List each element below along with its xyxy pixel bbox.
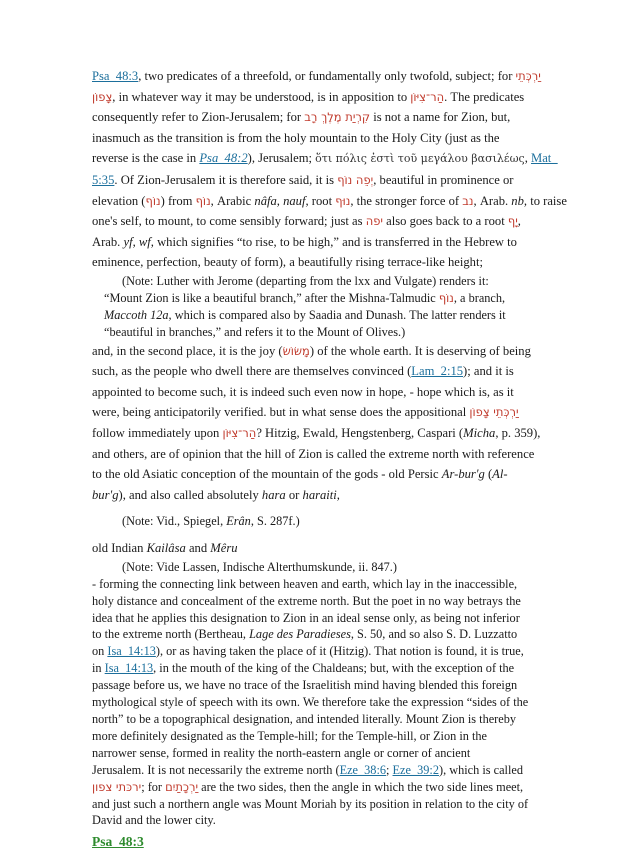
text: bur'g bbox=[92, 487, 119, 502]
paragraph-indian bbox=[92, 538, 546, 559]
text: one's self, to mount, to come sensibly forward; just as bbox=[92, 214, 363, 229]
text: from bbox=[167, 193, 193, 208]
hebrew-word: הַר־צִיּוֹן bbox=[410, 89, 445, 104]
text: , the stronger force of bbox=[350, 193, 460, 208]
text: (Note: Vide Lassen, Indische Alterthumskunde, ii. 847.) bbox=[122, 559, 397, 574]
text: to the extreme north (Bertheau, bbox=[92, 627, 246, 642]
note-spiegel bbox=[92, 513, 546, 530]
text: , beautiful in prominence or bbox=[373, 172, 514, 187]
hebrew-word: יָף bbox=[507, 214, 518, 229]
paragraph-main: Psa_48:3, two predicates of a threefold, or fundamentally only twofold, subject; for יַרְכְּתֵי צָפוֹן, in whatever way it may be understood, is in apposition to הַר־צִיּוֹן. The predicates consequently refer to Zion-Jerusalem; for קִרְיַת מֶלֶךְ רָב is not a name for Zion, but, inasmuch as the transition is from the holy mountain to the Holy City (just as the reverse is the case in Psa_48:2), Jerusalem; ὅτι πόλις ἐστὶ τοῦ μεγάλου βασιλέως, Mat_ 5:35. Of Zion-Jerusalem it is therefore said, it is יְפֵה נוֹף, beautiful in prominence or elevation (נוֹף) from נוֹף, Arabic nâfa, nauf, root נוּף, the stronger force of נב, Arab. nb, to raise one's self, to mount, to come sensibly forward; just as יפה also goes back to a root יָף, Arab. yf, wf, which signifies “to rise, to be high,” and is transferred in the Hebrew to eminence, perfection, beauty of form), a beautifully rising terrace-like height; bbox=[92, 66, 546, 273]
ref-link-psa-48-2[interactable]: Psa_48:2 bbox=[199, 151, 248, 166]
hebrew-word: נוֹף bbox=[195, 193, 211, 208]
text: ? Hitzig, Ewald, Hengstenberg, Caspari ( bbox=[256, 425, 464, 440]
text: reverse is the case in bbox=[92, 151, 197, 166]
text: eminence, perfection, beauty of form), a beautifully rising terrace-like height; bbox=[92, 255, 483, 270]
text: hara bbox=[261, 487, 286, 502]
text: consequently refer to Zion-Jerusalem; for bbox=[92, 110, 302, 125]
hebrew-word: יַרְכְּתֵי צָפוֹן bbox=[469, 405, 519, 420]
hebrew-word: צָפוֹן bbox=[92, 89, 113, 104]
text: follow immediately upon bbox=[92, 425, 220, 440]
text: Jerusalem. It is not necessarily the extreme north ( bbox=[92, 762, 340, 777]
text: were, being anticipatorily verified. but in what sense does the appositional bbox=[92, 405, 467, 420]
text: ), Jerusalem; bbox=[247, 151, 312, 166]
ref-link-isa-14-13-b[interactable]: Isa_14:13 bbox=[104, 661, 154, 676]
text: mythological style of speech with its own. We therefore take the expression “sides of the bbox=[92, 695, 529, 710]
ref-link-footer-psa-48-3[interactable]: Psa_48:3 bbox=[92, 834, 144, 850]
text: , bbox=[517, 214, 521, 229]
text: nb, bbox=[511, 193, 528, 208]
hebrew-word: נוֹף bbox=[438, 290, 454, 305]
ref-link-lam-2-15[interactable]: Lam_2:15 bbox=[411, 364, 464, 379]
text: Maccoth 12a, bbox=[104, 307, 172, 322]
commentary-page bbox=[92, 66, 567, 851]
ref-link-mat-5-35[interactable]: Mat_ bbox=[531, 151, 558, 166]
text: David and the lower city. bbox=[92, 813, 216, 828]
text: to the old Asiatic conception of the mountain of the gods - old Persic bbox=[92, 467, 439, 482]
text: , p. 359), bbox=[495, 425, 541, 440]
text: , two predicates of a threefold, or fundamentally only twofold, subject; for bbox=[138, 69, 513, 83]
note-lassen bbox=[92, 559, 546, 576]
paragraph-joy bbox=[92, 341, 546, 506]
text: ( bbox=[487, 467, 493, 482]
ref-link-eze-38-6[interactable]: Eze_38:6 bbox=[339, 762, 387, 777]
text: narrower sense, formed in reality the north-eastern angle or corner of ancient bbox=[92, 745, 471, 760]
text: Erân bbox=[226, 514, 251, 529]
text: appointed to become such, it is indeed such even now in hope, - hope which is, as it bbox=[92, 384, 514, 399]
text: . The predicates bbox=[444, 89, 525, 104]
text: in bbox=[92, 661, 102, 676]
hebrew-word: יפה bbox=[365, 214, 383, 229]
text: and bbox=[188, 541, 208, 556]
text: . Of Zion-Jerusalem it is therefore said, it is bbox=[114, 172, 335, 187]
note-luther bbox=[92, 273, 546, 341]
text: ) of the whole earth. It is deserving of being bbox=[309, 343, 531, 358]
text: ); and it is bbox=[463, 364, 514, 379]
text: which is compared also by Saadia and Dunash. The latter renders it bbox=[174, 307, 506, 322]
text: Al- bbox=[492, 467, 508, 482]
text: Mêru bbox=[210, 541, 238, 556]
text: , S. 50, and so also S. D. Luzzatto bbox=[350, 627, 518, 642]
text: Lage des Paradieses bbox=[249, 627, 351, 642]
text: or bbox=[288, 487, 300, 502]
text: and others, are of opinion that the hill of Zion is called the extreme north with reference bbox=[92, 446, 535, 461]
hebrew-word: נב bbox=[462, 193, 474, 208]
text: haraiti, bbox=[302, 487, 340, 502]
text: - forming the connecting link between heaven and earth, which lay in the inaccessible, bbox=[92, 576, 518, 591]
text: north” to be a topographical designation, and intended literally. Mount Zion is thereby bbox=[92, 711, 517, 726]
hebrew-word: נוּף bbox=[335, 193, 351, 208]
text: on bbox=[92, 644, 105, 659]
text: which signifies “to rise, to be high,” and is transferred in the Hebrew to bbox=[157, 234, 517, 249]
text: Micha bbox=[463, 425, 496, 440]
hebrew-word: מָשׂוֹשׂ bbox=[282, 343, 310, 358]
text: Ar-bur'g bbox=[441, 467, 485, 482]
text: is not a name for Zion, but, bbox=[373, 110, 511, 125]
text: Kailâsa bbox=[146, 541, 186, 556]
hebrew-word: יַרְכָתַיִם bbox=[165, 779, 199, 794]
text: also goes back to a root bbox=[386, 214, 505, 229]
ref-link-isa-14-13[interactable]: Isa_14:13 bbox=[107, 644, 156, 659]
text: root bbox=[311, 193, 333, 208]
text: are the two sides, then the angle in which the two side lines meet, bbox=[201, 779, 524, 794]
hebrew-word: יַרְכְּתֵי bbox=[515, 69, 541, 83]
ref-link-psa-48-3[interactable]: Psa_48:3 bbox=[92, 69, 139, 83]
text: “beautiful in branches,” and refers it to the Mount of Olives.) bbox=[104, 324, 406, 339]
text: , in whatever way it may be understood, is in apposition to bbox=[112, 89, 408, 104]
text: more definitely designated as the Temple-hill; for the Temple-hill, or Zion in the bbox=[92, 728, 487, 743]
hebrew-word: ירכּתי צפון bbox=[92, 779, 142, 794]
text: ), and also called absolutely bbox=[118, 487, 259, 502]
text: , S. 287f.) bbox=[250, 514, 300, 529]
hebrew-word: קִרְיַת מֶלֶךְ רָב bbox=[304, 110, 371, 125]
text: to raise bbox=[530, 193, 567, 208]
text: elevation ( bbox=[92, 193, 146, 208]
text: passage before us, we have no trace of the Israelitish mind having blended this foreign bbox=[92, 678, 518, 693]
text: Arab. bbox=[92, 234, 121, 249]
text: , a branch, bbox=[453, 290, 506, 305]
text: , in the mouth of the king of the Chaldeans; but, with the exception of the bbox=[153, 661, 515, 676]
text: , Arab. bbox=[473, 193, 509, 208]
text: holy distance and concealment of the extreme north. But the poet in no way betrays the bbox=[92, 593, 521, 608]
hebrew-word: נוֹף bbox=[145, 193, 161, 208]
text: such, as the people who dwell there are themselves convinced ( bbox=[92, 364, 412, 379]
text: , Arabic bbox=[210, 193, 252, 208]
text: ), or as having taken the place of it (Hitzig). That notion is found, it is true, bbox=[155, 644, 524, 659]
hebrew-word: יְפֵה נוֹף bbox=[337, 172, 374, 187]
text: ; for bbox=[141, 779, 163, 794]
text: inasmuch as the transition is from the holy mountain to the Holy City (just as the bbox=[92, 130, 500, 145]
ref-link-eze-39-2[interactable]: Eze_39:2 bbox=[392, 762, 439, 777]
text: ), which is called bbox=[438, 762, 523, 777]
hebrew-word: הַר־צִיּוֹן bbox=[222, 425, 257, 440]
greek-quote: ὅτι πόλις ἐστὶ τοῦ μεγάλου βασιλέως bbox=[315, 152, 525, 166]
text: and just such a northern angle was Mount Moriah by its position in relation to the city of bbox=[92, 796, 529, 811]
text: old Indian bbox=[92, 541, 144, 556]
footer-reference bbox=[92, 833, 546, 851]
text: “Mount Zion is like a beautiful branch,” after the Mishna-Talmudic bbox=[104, 290, 436, 305]
text: yf, wf, bbox=[123, 234, 154, 249]
text: and, in the second place, it is the joy ( bbox=[92, 343, 283, 358]
paragraph-north bbox=[92, 576, 546, 830]
text: (Note: Vid., Spiegel, bbox=[122, 514, 224, 529]
text: (Note: Luther with Jerome (departing from the lxx and Vulgate) renders it: bbox=[122, 273, 489, 288]
text: idea that he applies this designation to Zion in an ideal sense only, as being not inferior bbox=[92, 610, 520, 625]
text: nâfa, nauf, bbox=[254, 193, 309, 208]
ref-link-mat-5-35-cont[interactable]: 5:35 bbox=[92, 172, 115, 187]
text: ; bbox=[386, 762, 390, 777]
